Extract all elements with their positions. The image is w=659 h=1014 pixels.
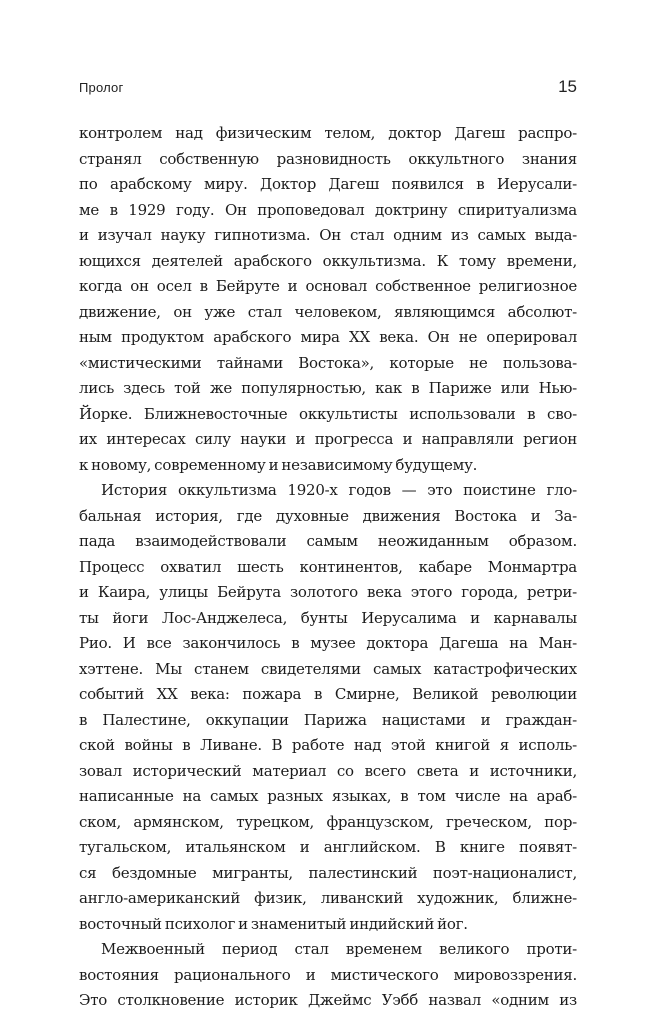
text-line: востояния рационального и мистического мировоззрения.	[79, 965, 577, 984]
text-line: странял собственную разновидность оккультного знания	[79, 149, 577, 168]
text-line: по арабскому миру. Доктор Дагеш появился в Иерусали-	[79, 175, 577, 193]
text-line: написанные на самых разных языках, в том числе на араб-	[79, 787, 577, 805]
text-line: Йорке. Ближневосточные оккультисты использовали в сво-	[79, 404, 577, 423]
text-line: тугальском, итальянском и английском. В книге появят-	[79, 838, 577, 856]
text-line: англо-американский физик, ливанский художник, ближне-	[79, 889, 577, 907]
text-line: к новому, современному и независимому будущему.	[79, 455, 478, 474]
text-line: лись здесь той же популярностью, как в Париже или Нью-	[79, 379, 577, 397]
text-line: и Каира, улицы Бейрута золотого века этого города, ретри-	[79, 583, 577, 601]
text-line: ме в 1929 году. Он проповедовал доктрину спиритуализма	[79, 200, 577, 219]
text-line: ющихся деятелей арабского оккультизма. К тому времени,	[79, 251, 577, 270]
text-line: «мистическими тайнами Востока», которые не пользова-	[79, 353, 577, 372]
paragraph	[79, 478, 577, 937]
text-line: ся бездомные мигранты, палестинский поэт-националист,	[79, 863, 577, 882]
text-line: ным продуктом арабского мира XX века. Он не оперировал	[79, 328, 577, 346]
text-line: ском, армянском, турецком, французском, греческом, пор-	[79, 812, 577, 831]
text-line: Процесс охватил шесть континентов, кабаре Монмартра	[79, 557, 577, 576]
text-line: движение, он уже стал человеком, являющимся абсолют-	[79, 302, 577, 321]
text-line: Межвоенный период стал временем великого проти-	[101, 940, 577, 958]
text-body	[79, 121, 577, 1014]
paragraph	[79, 121, 577, 478]
text-line: и изучал науку гипнотизма. Он стал одним из самых выда-	[79, 226, 577, 244]
text-line: в Палестине, оккупации Парижа нацистами и граждан-	[79, 710, 577, 729]
text-line: их интересах силу науки и прогресса и направляли регион	[79, 430, 577, 448]
text-line: когда он осел в Бейруте и основал собственное религиозное	[79, 277, 577, 295]
text-line: Это столкновение историк Джеймс Уэбб назвал «одним из	[79, 991, 577, 1009]
text-line: ты йоги Лос-Анджелеса, бунты Иерусалима и карнавалы	[79, 608, 577, 627]
text-line: зовал исторический материал со всего света и источники,	[79, 761, 577, 780]
text-line: хэттене. Мы станем свидетелями самых катастрофических	[79, 659, 577, 678]
section-title: Пролог	[79, 80, 124, 95]
text-line: Рио. И все закончилось в музее доктора Дагеша на Ман-	[79, 634, 577, 652]
text-line: бальная история, где духовные движения Востока и За-	[79, 506, 577, 525]
page-number: 15	[558, 77, 577, 96]
text-line: событий XX века: пожара в Смирне, Великой революции	[79, 685, 577, 703]
running-head	[79, 78, 577, 98]
text-line: История оккультизма 1920-х годов — это поистине гло-	[101, 481, 577, 499]
paragraph	[79, 937, 577, 1014]
text-line: ской войны в Ливане. В работе над этой книгой я исполь-	[79, 736, 577, 754]
text-line: контролем над физическим телом, доктор Дагеш распро-	[79, 124, 577, 142]
text-line: восточный психолог и знаменитый индийский йог.	[79, 914, 468, 933]
text-line: пада взаимодействовали самым неожиданным образом.	[79, 532, 577, 550]
